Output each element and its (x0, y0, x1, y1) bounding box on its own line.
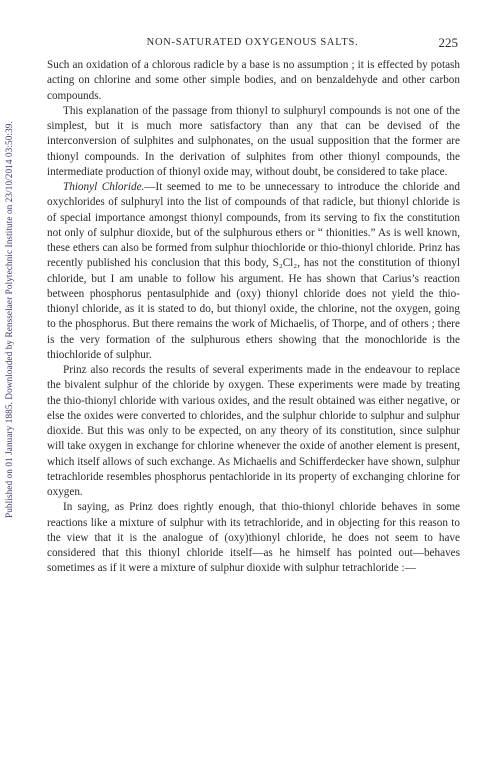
paragraph (47, 104, 460, 180)
italic-lead: Thionyl Chloride. (63, 181, 145, 193)
paragraph (47, 363, 460, 500)
paragraph-text: Prinz also records the results of several experiments made in the endeavour to replace the bivalent sulphur of the chloride by oxygen. These experiments were made by treating the thio-thionyl chloride with various oxides, and the result obtained was either negative, or else the oxides were converted to chlorides, and the sulphur chloride to sulphur and sulphur dioxide. But this was only to be expected, on any theory of its constitution, since sulphur will take oxygen in exchange for chlorine whenever the oxide of another element is present, which itself allows of such exchange. As Michaelis and Schifferdecker have shown, sulphur tetrachloride resembles phosphorus pentachloride in its property of exchanging chlorine for oxygen. (47, 364, 460, 498)
running-head (47, 37, 458, 53)
paragraph (47, 180, 460, 363)
paragraph-text: This explanation of the passage from thionyl to sulphuryl compounds is not one of the simplest, but it is much more satisfactory than any that can be devised of the interconversion of sulphites and sulphonates, on the usual supposition that the former are thionyl compounds. In the derivation of sulphites from other thionyl compounds, the intermediate production of thionyl oxide may, without doubt, be considered to take place. (47, 104, 460, 178)
page-number: 225 (438, 35, 458, 50)
paragraph-text: Such an oxidation of a chlorous radicle by a base is no assumption ; it is effected by potash acting on chlorine and some other simple bodies, and on benzaldehyde and other carbon compounds. (47, 59, 460, 102)
text-body (47, 58, 460, 577)
paragraph-text: In saying, as Prinz does rightly enough, that thio-thionyl chloride behaves in some reactions like a mixture of sulphur with its tetrachloride, and in objecting for this reason to the view that it is the analogue of (oxy)thionyl chloride, he does not seem to have considered that this thionyl chloride itself—as he himself has pointed out—behaves sometimes as if it were a mixture of sulphur dioxide with sulphur tetrachloride :— (47, 501, 460, 575)
download-watermark: Published on 01 January 1885. Downloaded by Rensselaer Polytechnic Institute on 23/10/2014 03:50:39. (4, 121, 14, 519)
paragraph (47, 58, 460, 104)
running-title: NON-SATURATED OXYGENOUS SALTS. (146, 37, 359, 48)
paragraph-text: —It seemed to me to be unnecessary to introduce the chloride and oxychlorides of sulphuryl into the list of compounds of that radicle, but thionyl chloride is of special importance amongst thionyl compounds, from its serving to fix the constitution not only of sulphur dioxide, but of the sulphurous ethers or “ thionities.” As is well known, these ethers can also be formed from sulphur thiochloride or thio-thionyl chloride. Prinz has recently published his conclusion that this body, S₂Cl₂, has not the constitution of thionyl chloride, but I am unable to follow his argument. He has shown that Carius’s reaction between phosphorus pentasulphide and (oxy) thionyl chloride does not yield the thio-thionyl chloride, as it is stated to do, but thionyl oxide, the chlorine, not the oxygen, going to the phosphorus. But there remains the work of Michaelis, of Thorpe, and of others ; there is the very formation of the sulphurous ethers showing that the monochloride is the thiochloride of sulphur. (47, 181, 460, 361)
paragraph (47, 500, 460, 576)
